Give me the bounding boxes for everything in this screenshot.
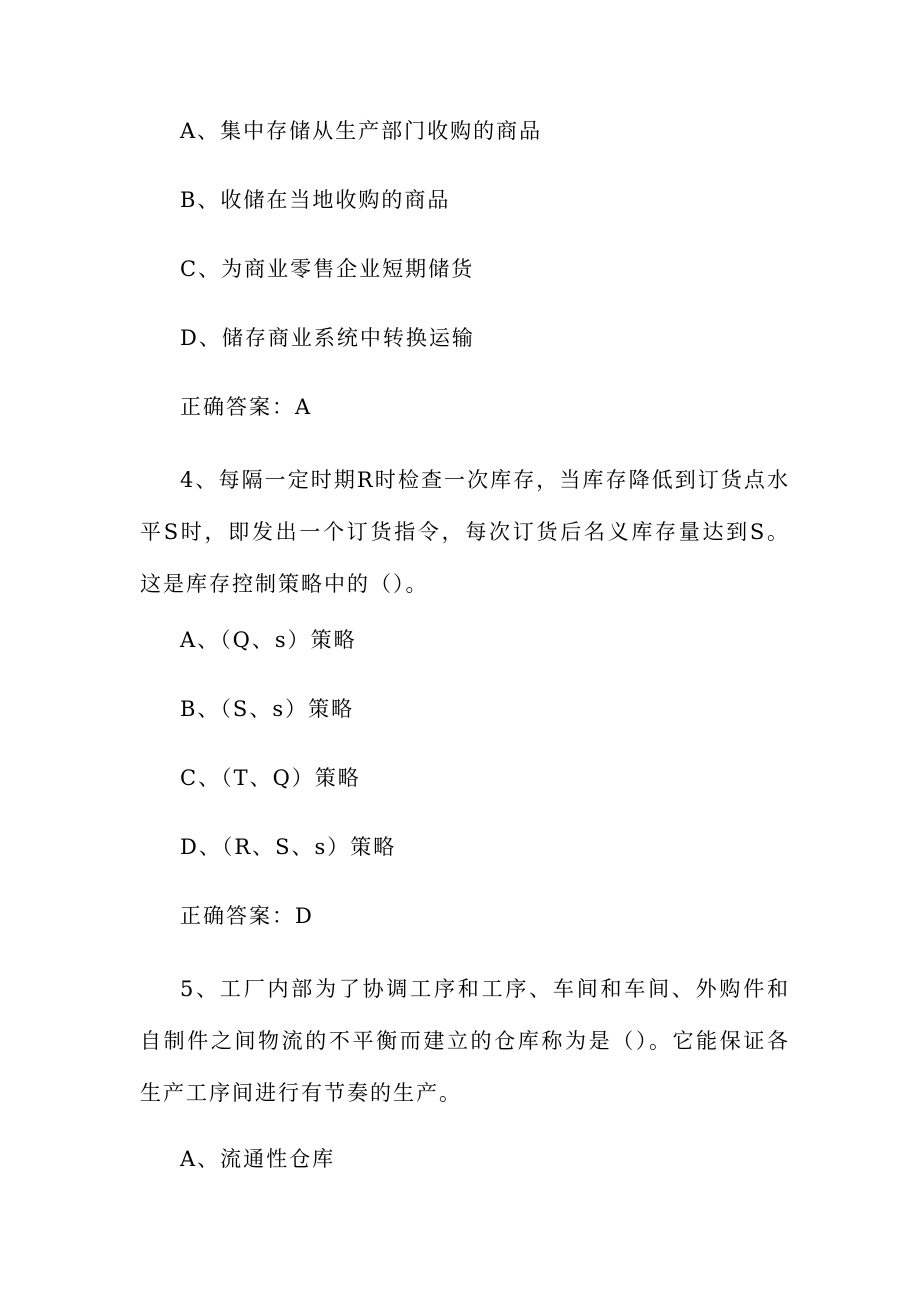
q4-option-c: C、（T、Q）策略 bbox=[180, 766, 361, 790]
q3-option-d: D、储存商业系统中转换运输 bbox=[180, 326, 475, 350]
q5-question: 5、工厂内部为了协调工序和工序、车间和车间、外购件和自制件之间物流的不平衡而建立的仓库称为是（）。它能保证各生产工序间进行有节奏的生产。 bbox=[140, 977, 790, 1105]
q3-option-b: B、收储在当地收购的商品 bbox=[180, 188, 451, 212]
q4-option-d: D、（R、S、s）策略 bbox=[180, 835, 397, 859]
q3-option-a: A、集中存储从生产部门收购的商品 bbox=[180, 119, 543, 143]
q4-answer: 正确答案：D bbox=[180, 904, 314, 928]
q4-question: 4、每隔一定时期R时检查一次库存，当库存降低到订货点水平S时，即发出一个订货指令，每次订货后名义库存量达到S。这是库存控制策略中的（）。 bbox=[140, 468, 790, 596]
q3-answer: 正确答案：A bbox=[180, 395, 313, 419]
q3-option-c: C、为商业零售企业短期储货 bbox=[180, 257, 475, 281]
q4-option-a: A、（Q、s）策略 bbox=[180, 628, 357, 652]
q5-option-a: A、流通性仓库 bbox=[180, 1147, 336, 1171]
q4-option-b: B、（S、s）策略 bbox=[180, 697, 355, 721]
